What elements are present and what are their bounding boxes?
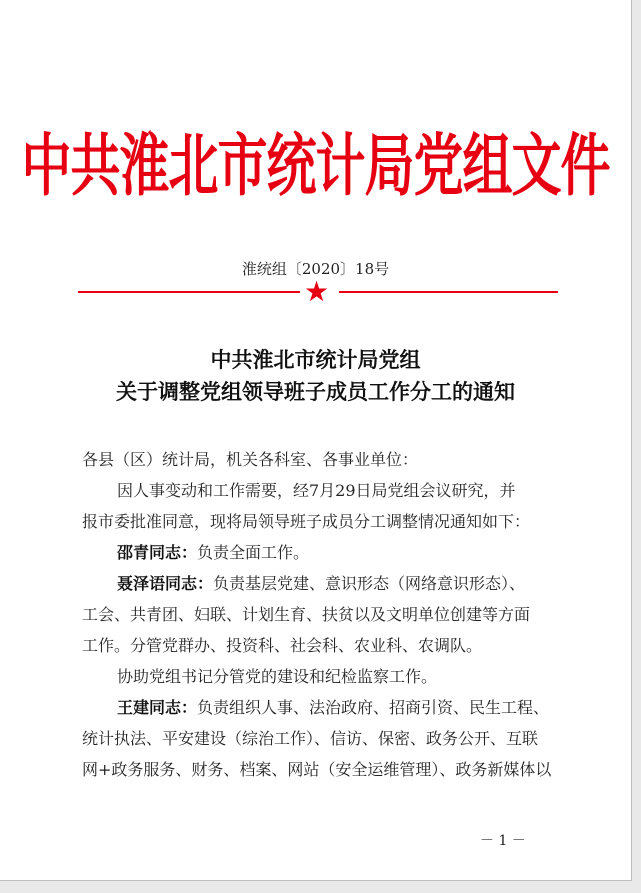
- person-name-wang: 王建同志：: [117, 698, 198, 717]
- paragraph-nie: [117, 571, 597, 594]
- person-name-nie: 聂泽语同志：: [117, 574, 214, 593]
- duty-nie-2: 工会、共青团、妇联、计划生育、扶贫以及文明单位创建等方面: [82, 605, 531, 624]
- notice-title-line-1: 中共淮北市统计局党组: [210, 347, 421, 372]
- salutation: 各县（区）统计局，机关各科室、各事业单位：: [82, 450, 419, 469]
- red-divider-left: [78, 291, 300, 293]
- intro-line-1: 因人事变动和工作需要，经7月29日局党组会议研究，并: [117, 481, 516, 500]
- document-number: 淮统组〔2020〕18号: [241, 260, 390, 278]
- document-header-title: 中共淮北市统计局党组文件: [21, 125, 610, 206]
- paragraph-wang: [117, 695, 597, 718]
- red-divider-right: [339, 291, 558, 293]
- page-number: － 1 －: [480, 833, 526, 849]
- duty-shao: 负责全面工作。: [197, 543, 310, 562]
- nie-assist: 协助党组书记分管党的建设和纪检监察工作。: [117, 667, 438, 686]
- intro-line-2: 报市委批准同意，现将局领导班子成员分工调整情况通知如下：: [82, 512, 531, 531]
- duty-wang-1: 负责组织人事、法治政府、招商引资、民生工程、: [197, 698, 550, 717]
- notice-title-line-2: 关于调整党组领导班子成员工作分工的通知: [116, 379, 515, 404]
- duty-wang-3: 网+政务服务、财务、档案、网站（安全运维管理）、政务新媒体以: [82, 760, 552, 779]
- red-star-icon: ★: [304, 275, 330, 308]
- duty-nie-3: 工作。分管党群办、投资科、社会科、农业科、农调队。: [82, 636, 483, 655]
- duty-wang-2: 统计执法、平安建设（综治工作）、信访、保密、政务公开、互联: [82, 729, 539, 748]
- person-name-shao: 邵青同志：: [117, 543, 198, 562]
- duty-nie-1: 负责基层党建、意识形态（网络意识形态）、: [213, 574, 526, 593]
- paragraph-shao: [117, 540, 597, 563]
